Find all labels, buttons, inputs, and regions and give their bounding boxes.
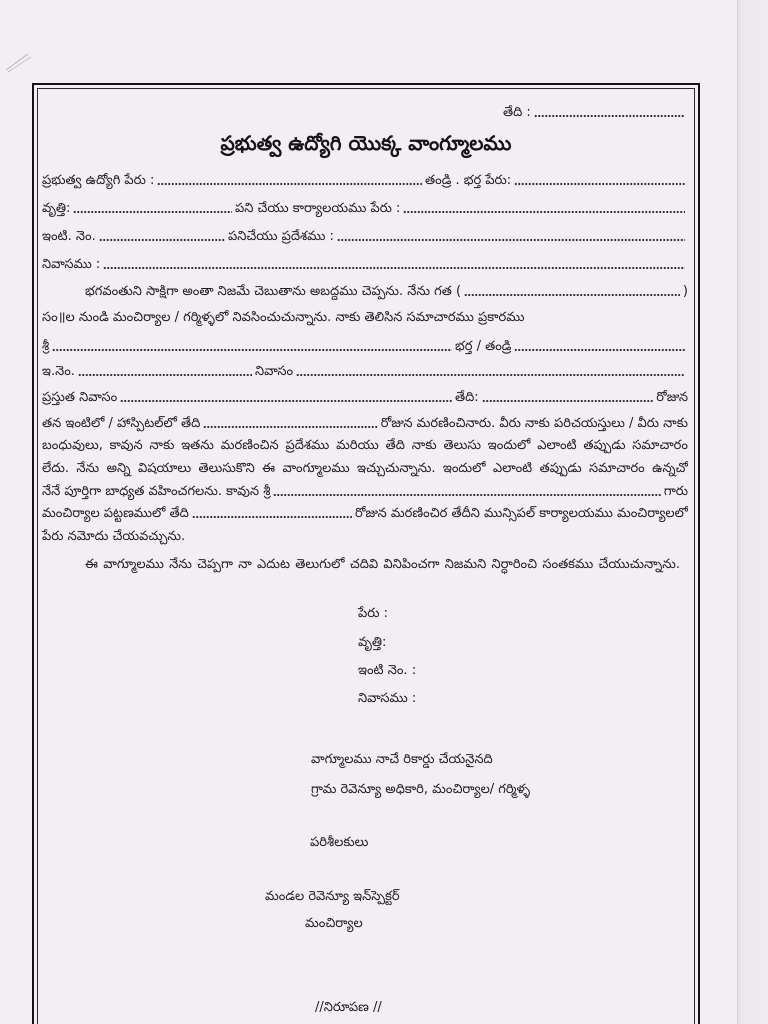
responsibility-suffix: గారు xyxy=(663,484,688,499)
deceased-house-no-blank xyxy=(78,373,252,377)
office-name-label: పని చేయు కార్యాలయము పేరు : xyxy=(235,201,401,216)
death-day-suffix: రోజున xyxy=(656,390,688,405)
deceased-name-blank xyxy=(52,348,452,352)
deceased-relation-field xyxy=(455,335,688,359)
responsibility-text: నేనే పూర్తిగా బాధ్యత వహించగలను. కావున శ్రీ xyxy=(42,484,271,499)
house-no-label: ఇంటి. నెం. xyxy=(42,229,96,244)
oath-row xyxy=(85,280,688,304)
house-no-field xyxy=(42,225,228,249)
residence-statement: సం॥ల నుండి మంచిర్యాల / గర్మిళ్ళలో నివసించుచున్నాను. నాకు తెలిసిన సమాచారము ప్రకారము xyxy=(42,310,525,325)
death-date-field xyxy=(455,386,688,410)
occupation-row xyxy=(42,197,688,221)
deceased-residence-field xyxy=(255,360,688,384)
municipal-row xyxy=(42,502,688,526)
residence-blank xyxy=(103,266,685,270)
deceased-house-field xyxy=(42,360,255,384)
date-blank xyxy=(534,114,685,118)
signatory-name-label: పేరు : xyxy=(358,606,388,621)
verifier-label: పరిశీలకులు xyxy=(310,835,369,850)
scan-mark-icon xyxy=(4,50,34,74)
employee-name-label: ప్రభుత్వ ఉద్యోగి పేరు : xyxy=(42,173,155,188)
house-no-blank xyxy=(99,238,225,242)
deceased-prefix: శ్రీ xyxy=(42,339,50,354)
confirmation-text: ఈ వాగ్మూలము నేను చెప్పగా నా ఎదుట తెలుగులో చదివి వినిపించగా నిజమని నిర్ధారించి సంతకము చేయుచున్నాను. xyxy=(85,557,680,572)
date-label: తేది : xyxy=(503,105,531,120)
death-date-label: తేది: xyxy=(455,390,479,405)
work-place-field xyxy=(228,225,688,249)
house-no-row xyxy=(42,225,688,249)
register-text: పేరు నమోదు చేయవచ్చును. xyxy=(42,529,186,544)
statement-declaration-line: లేదు. నేను అన్ని విషయాలు తెలుసుకొని ఈ వాంగ్మూలము ఇచ్చుచున్నాను. ఇందులో ఎలాంటి తప్పుడు సమాచారం ఉన్నచో xyxy=(42,461,688,476)
father-husband-label: తండ్రి . భర్త పేరు: xyxy=(425,173,512,188)
office-name-blank xyxy=(403,210,685,214)
residence-row xyxy=(42,253,688,277)
occupation-blank xyxy=(73,210,232,214)
work-place-blank xyxy=(337,238,685,242)
father-husband-blank xyxy=(514,182,685,186)
death-place-suffix: రోజున మరణించినారు. వీరు నాకు పరిచయస్తులు / వీరు నాకు xyxy=(380,416,688,431)
paper-edge xyxy=(737,0,768,1024)
death-place-date-blank xyxy=(203,425,378,429)
death-date-blank xyxy=(482,399,654,403)
death-place-row xyxy=(42,412,688,436)
oath-text: భగవంతుని సాక్షిగా అంతా నిజమే చెబుతాను అబద్దము చెప్పను. నేను గత ( xyxy=(85,284,462,299)
municipal-date-blank xyxy=(192,515,352,519)
deceased-house-no-label: ఇ.నెం. xyxy=(42,364,75,379)
present-residence-label: ప్రస్తుత నివాసం xyxy=(42,390,118,405)
verification-heading: //నిరూపణ // xyxy=(315,1000,382,1015)
oath-close: ) xyxy=(682,284,688,299)
deceased-name-field xyxy=(42,335,455,359)
verifier-place: మంచిర్యాల xyxy=(305,916,363,931)
deceased-residence-blank xyxy=(296,373,685,377)
residence-label: నివాసము : xyxy=(42,257,101,272)
deceased-name-row xyxy=(42,335,688,359)
deceased-relation-blank xyxy=(514,348,685,352)
occupation-field xyxy=(42,197,235,221)
present-residence-row xyxy=(42,386,688,410)
recorded-by-officer: గ్రామ రెవెన్యూ అధికారి, మంచిర్యాల/ గర్మిళ్ళ xyxy=(311,782,531,797)
work-place-label: పనిచేయు ప్రదేశము : xyxy=(228,229,334,244)
father-husband-field xyxy=(425,169,688,193)
statement-relatives-line: బంధువులు, కావున నాకు ఇతను మరణించిన ప్రదేశము మరియు తేది నాకు తెలుసు ఇందులో ఎలాంటి తప్పుడు సమాచారం xyxy=(42,438,688,453)
signatory-occupation-label: వృత్తి: xyxy=(358,635,387,650)
employee-name-field xyxy=(42,169,425,193)
date-row xyxy=(503,101,688,125)
form-title: ప్రభుత్వ ఉద్యోగి యొక్క వాంగ్మూలము xyxy=(220,131,512,155)
verifier-designation: మండల రెవెన్యూ ఇన్‌స్పెక్టర్ xyxy=(265,889,400,904)
responsibility-row xyxy=(42,480,688,504)
present-residence-field xyxy=(42,386,455,410)
responsibility-name-blank xyxy=(273,493,660,497)
occupation-label: వృత్తి: xyxy=(42,201,71,216)
signatory-house-no-label: ఇంటి నెం. : xyxy=(358,663,417,678)
signatory-residence-label: నివాసము : xyxy=(358,691,417,706)
office-name-field xyxy=(235,197,688,221)
employee-name-blank xyxy=(157,182,422,186)
death-place-text: తన ఇంటిలో / హాస్పిటల్‌లో తేది xyxy=(42,416,201,431)
recorded-by-line: వాగ్మూలము నాచే రికార్డు చేయనైనది xyxy=(311,752,493,767)
years-blank xyxy=(464,293,680,297)
present-residence-blank xyxy=(120,399,452,403)
deceased-relation-label: భర్త / తండ్రి xyxy=(455,339,512,354)
municipal-prefix: మంచిర్యాల పట్టణములో తేది xyxy=(42,506,189,521)
deceased-residence-label: నివాసం xyxy=(255,364,294,379)
municipal-suffix: రోజున మరణించిర తేదీని మున్సిపల్ కార్యాలయము మంచిర్యాలలో xyxy=(355,506,688,521)
deceased-house-row xyxy=(42,360,688,384)
employee-name-row xyxy=(42,169,688,193)
